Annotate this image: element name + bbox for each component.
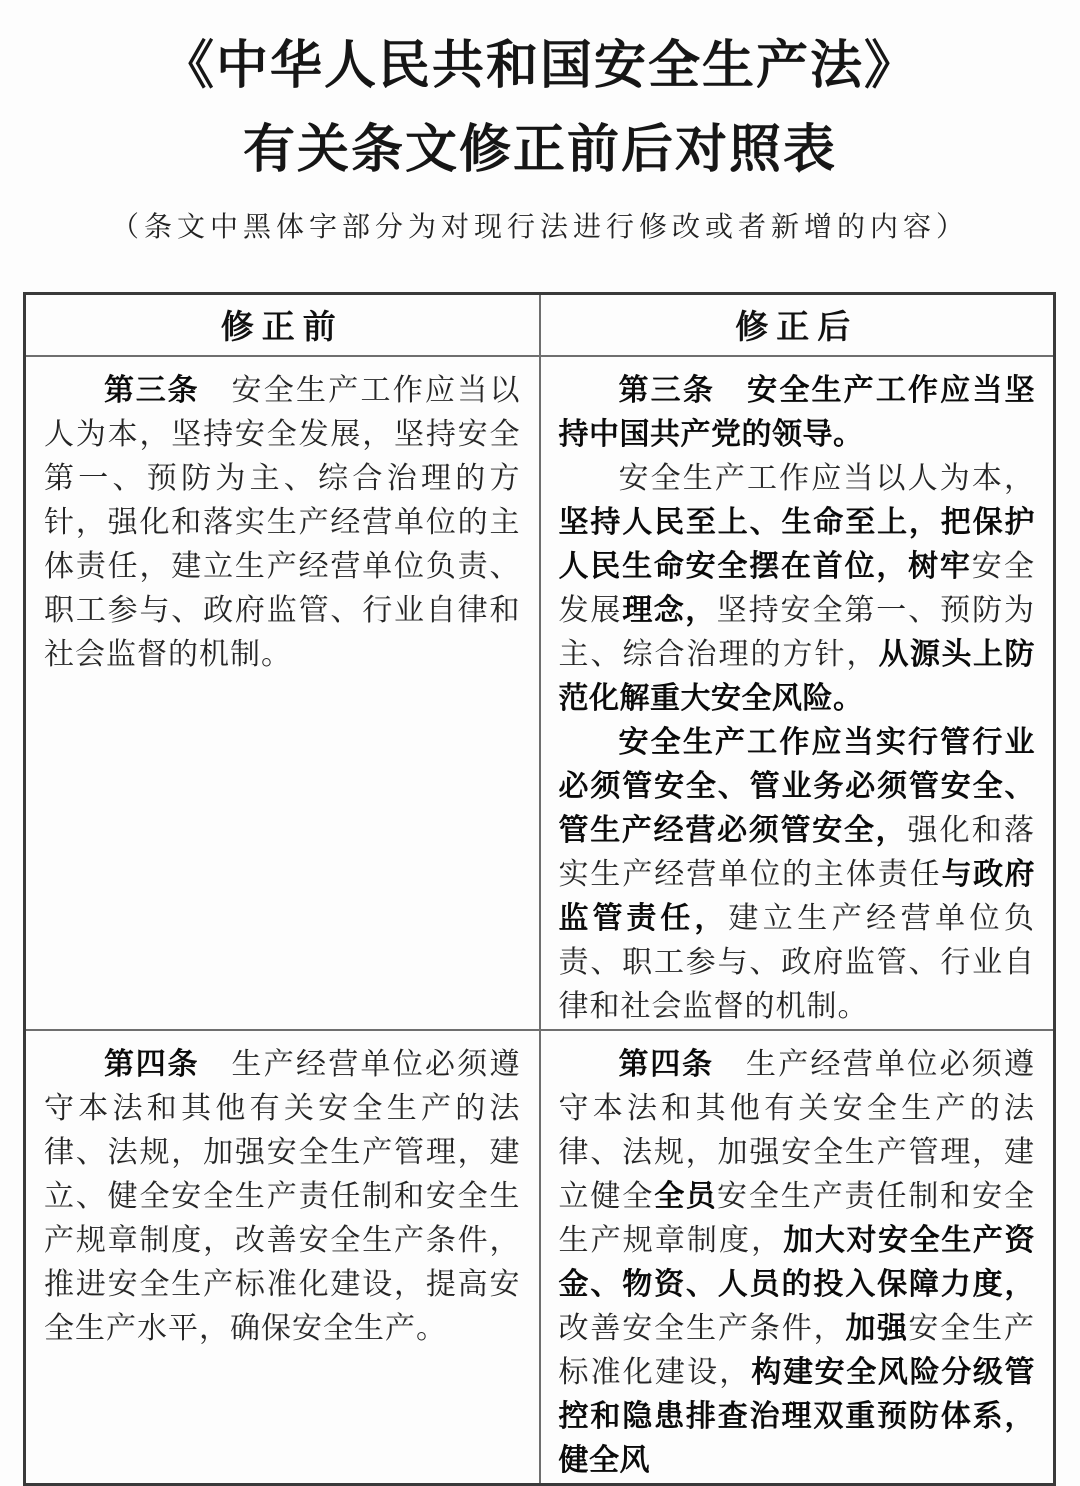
- amended-text-run: 安全生产工作应当实行管行业必须管安全、管业务必须管安全、管生产经营必须管安全，: [558, 725, 1035, 847]
- text-run: 安全生产工作应当以人为本，: [618, 461, 1035, 495]
- amended-text-run: 第四条: [618, 1047, 714, 1081]
- amended-text-run: 与政府监管责任，: [558, 857, 1036, 935]
- document-title-line2: 有关条文修正前后对照表: [242, 122, 837, 179]
- text-run: 建立生产经营单位负责、职工参与、政府监管、行业自律和社会监督的机制。: [558, 901, 1036, 1023]
- text-run: 安全生产责任制和安全生产规章制度，: [558, 1179, 1036, 1257]
- amended-text-run: 第三条: [618, 373, 715, 407]
- paragraph: [559, 369, 1036, 457]
- cell-article4-after: [540, 1030, 1055, 1485]
- amended-text-run: 安全生产工作应当坚持中国共产党的领导。: [558, 373, 1035, 451]
- amended-text-run: 坚持人民至上、生命至上，把保护人民生命安全摆在首位，树牢: [558, 505, 1035, 583]
- paragraph: [559, 721, 1036, 1029]
- text-run: 改善安全生产条件，: [558, 1311, 846, 1345]
- text-run: 坚持安全第一、预防为主、综合治理的方针，: [558, 593, 1036, 671]
- text-run: 生产经营单位必须遵守本法和其他有关安全生产的法律、法规，加强安全生产管理，建立、健全安全生产责任制和安全生产规章制度，改善安全生产条件，推进安全生产标准化建设，提高安全生产水平，确保安全生产。: [44, 1047, 521, 1345]
- amended-text-run: 理念，: [622, 593, 717, 627]
- document-note: （条文中黑体字部分为对现行法进行修改或者新增的内容）: [110, 212, 969, 243]
- text-run: 强化和落实生产经营单位的主体责任: [558, 813, 1036, 891]
- text-run: 安全发展: [558, 549, 1036, 627]
- table-row-article-4: [25, 1030, 1055, 1485]
- column-header-after: 修正后: [540, 294, 1055, 356]
- paragraph: [44, 369, 521, 677]
- table-row-article-3: [25, 356, 1055, 1030]
- cell-article3-after: [540, 356, 1055, 1030]
- document-header: [0, 0, 1080, 248]
- comparison-table: [23, 292, 1056, 1486]
- amended-text-run: 构建安全风险分级管控和隐患排查治理双重预防体系，健全风: [558, 1355, 1036, 1477]
- paragraph: [44, 1043, 521, 1351]
- text-run: 安全生产工作应当以人为本，坚持安全发展，坚持安全第一、预防为主、综合治理的方针，强化和落实生产经营单位的主体责任，建立生产经营单位负责、职工参与、政府监管、行业自律和社会监督的机制。: [44, 373, 521, 671]
- paragraph: [559, 1043, 1036, 1483]
- text-run: 安全生产标准化建设，: [558, 1311, 1036, 1389]
- amended-text-run: 加强: [845, 1311, 909, 1345]
- amended-text-run: 从源头上防范化解重大安全风险。: [558, 637, 1035, 715]
- amended-text-run: 全员: [654, 1179, 717, 1213]
- column-header-before: 修正前: [25, 294, 540, 356]
- amended-text-run: 第三条: [104, 373, 200, 407]
- paragraph: [559, 457, 1036, 721]
- amended-text-run: 第四条: [104, 1047, 200, 1081]
- cell-article4-before: [25, 1030, 540, 1485]
- document-title-line1: 《中华人民共和国安全生产法》: [161, 38, 918, 95]
- text-run: 生产经营单位必须遵守本法和其他有关安全生产的法律、法规，加强安全生产管理，建立健全: [558, 1047, 1035, 1213]
- cell-article3-before: [25, 356, 540, 1030]
- table-header-row: [25, 294, 1055, 356]
- amended-text-run: 加大对安全生产资金、物资、人员的投入保障力度，: [558, 1223, 1035, 1301]
